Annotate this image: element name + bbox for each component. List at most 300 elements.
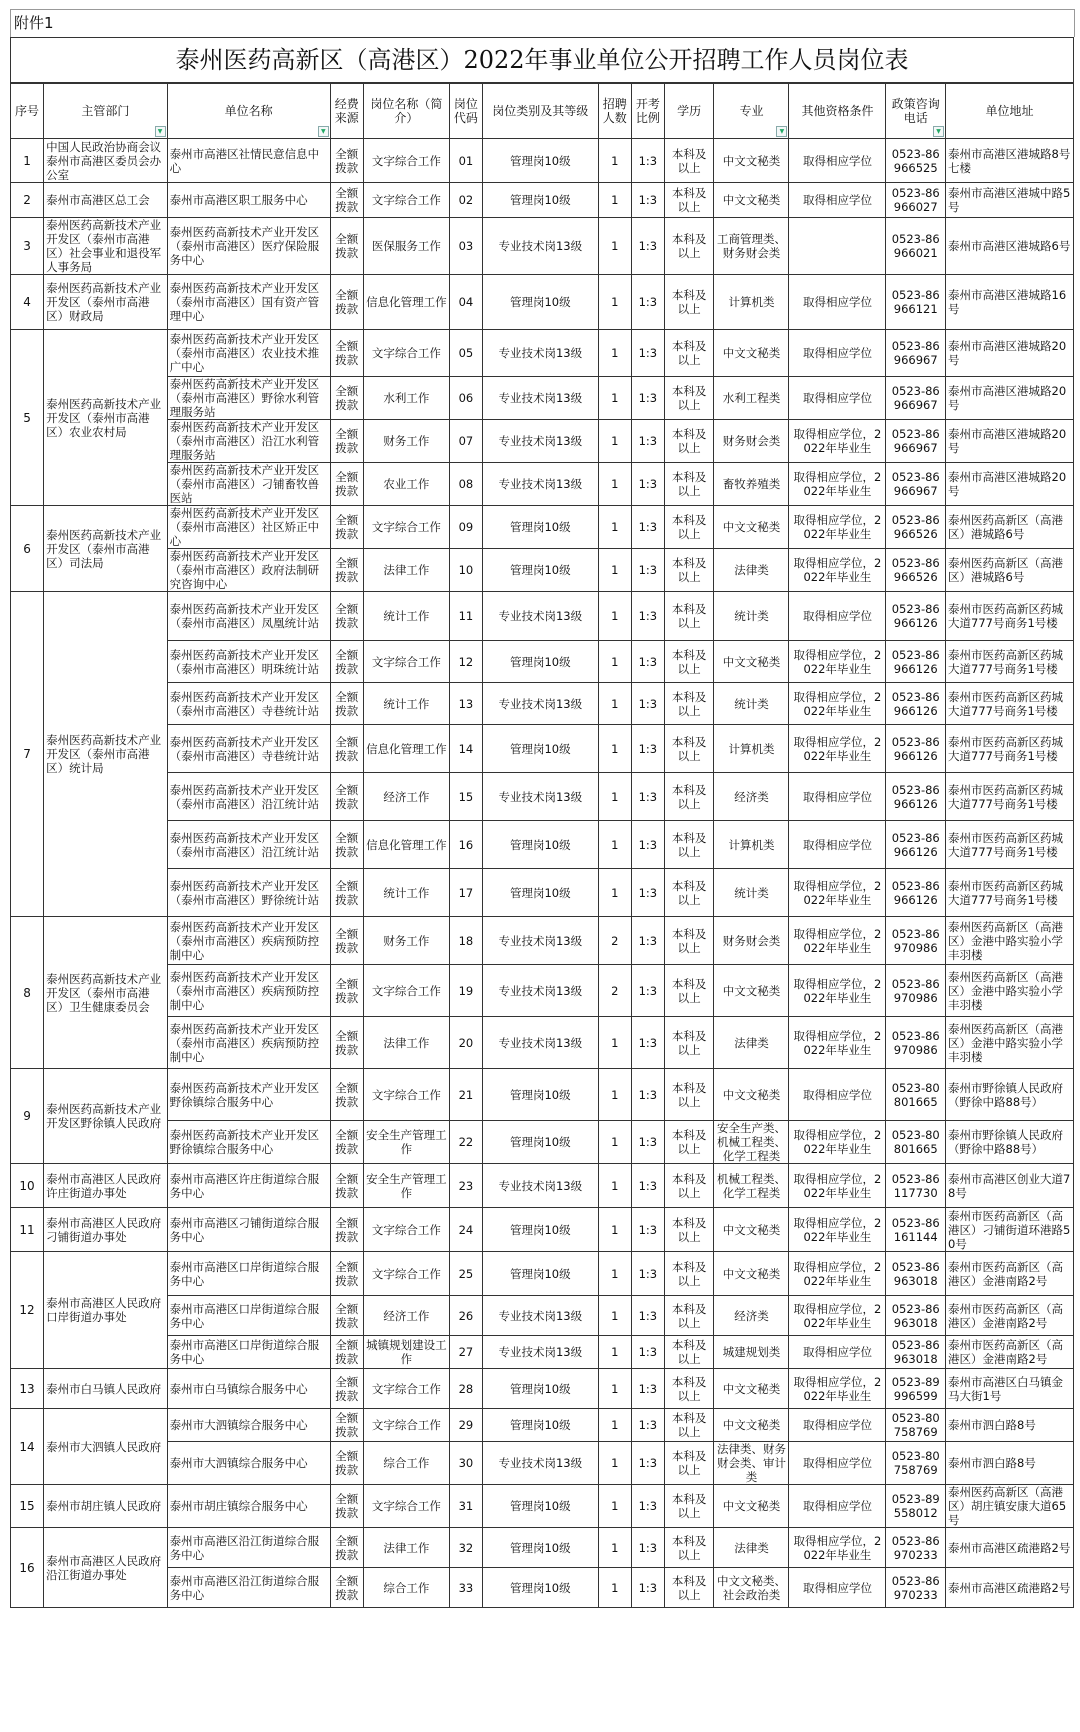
position-name: 文字综合工作 (363, 1208, 449, 1252)
major: 财务财会类 (714, 917, 789, 965)
filter-dropdown-icon[interactable]: ▼ (318, 126, 329, 137)
exam-ratio: 1:3 (631, 773, 664, 821)
header-label: 岗位名称（简介） (370, 97, 443, 125)
major: 计算机类 (714, 275, 789, 330)
hire-count: 1 (598, 1208, 631, 1252)
exam-ratio: 1:3 (631, 463, 664, 506)
education: 本科及以上 (664, 683, 714, 725)
table-row (11, 183, 1074, 218)
hire-count: 1 (598, 1252, 631, 1296)
major: 统计类 (714, 592, 789, 641)
unit-name: 泰州医药高新技术产业开发区（泰州市高港区）寺巷统计站 (167, 725, 330, 773)
hire-count: 2 (598, 917, 631, 965)
phone: 0523-86970986 (886, 1017, 946, 1069)
hire-count: 1 (598, 725, 631, 773)
phone: 0523-86970233 (886, 1568, 946, 1608)
table-row (11, 821, 1074, 869)
unit-name: 泰州医药高新技术产业开发区（泰州市高港区）明珠统计站 (167, 641, 330, 683)
other-requirements: 取得相应学位，2022年毕业生 (789, 1252, 886, 1296)
position-name: 文字综合工作 (363, 330, 449, 377)
header-cell (789, 84, 886, 139)
hire-count: 1 (598, 1528, 631, 1568)
phone: 0523-86966126 (886, 592, 946, 641)
hire-count: 1 (598, 549, 631, 592)
exam-ratio: 1:3 (631, 275, 664, 330)
other-requirements (789, 218, 886, 275)
funding: 全额拨款 (330, 725, 363, 773)
hire-count: 1 (598, 1121, 631, 1164)
position-name: 安全生产管理工作 (363, 1164, 449, 1208)
funding: 全额拨款 (330, 773, 363, 821)
hire-count: 1 (598, 1296, 631, 1336)
funding: 全额拨款 (330, 1164, 363, 1208)
education: 本科及以上 (664, 1252, 714, 1296)
position-name: 农业工作 (363, 463, 449, 506)
other-requirements: 取得相应学位 (789, 1336, 886, 1369)
unit-name: 泰州市高港区口岸街道综合服务中心 (167, 1296, 330, 1336)
major: 统计类 (714, 683, 789, 725)
position-name: 文字综合工作 (363, 1369, 449, 1409)
row-number: 15 (11, 1485, 44, 1528)
position-code: 21 (449, 1069, 482, 1121)
unit-name: 泰州医药高新技术产业开发区（泰州市高港区）野徐统计站 (167, 869, 330, 917)
address: 泰州市医药高新区（高港区）金港南路2号 (946, 1296, 1074, 1336)
education: 本科及以上 (664, 1568, 714, 1608)
phone: 0523-86966967 (886, 420, 946, 463)
unit-name: 泰州市高港区沿江街道综合服务中心 (167, 1528, 330, 1568)
table-row (11, 377, 1074, 420)
attachment-label: 附件1 (10, 9, 1075, 37)
major: 法律类 (714, 549, 789, 592)
address: 泰州市医药高新区（高港区）刁铺街道环港路50号 (946, 1208, 1074, 1252)
hire-count: 1 (598, 183, 631, 218)
department: 泰州市胡庄镇人民政府 (44, 1485, 168, 1528)
header-label: 其他资格条件 (801, 104, 874, 118)
position-level: 管理岗10级 (482, 1409, 598, 1442)
table-row (11, 965, 1074, 1017)
table-row (11, 725, 1074, 773)
other-requirements: 取得相应学位，2022年毕业生 (789, 506, 886, 549)
position-name: 财务工作 (363, 917, 449, 965)
position-name: 综合工作 (363, 1442, 449, 1485)
education: 本科及以上 (664, 1528, 714, 1568)
major: 法律类、财务财会类、审计类 (714, 1442, 789, 1485)
position-code: 33 (449, 1568, 482, 1608)
other-requirements: 取得相应学位，2022年毕业生 (789, 1017, 886, 1069)
funding: 全额拨款 (330, 1409, 363, 1442)
position-code: 05 (449, 330, 482, 377)
row-number: 2 (11, 183, 44, 218)
unit-name: 泰州市高港区社情民意信息中心 (167, 139, 330, 183)
unit-name: 泰州市胡庄镇综合服务中心 (167, 1485, 330, 1528)
education: 本科及以上 (664, 139, 714, 183)
exam-ratio: 1:3 (631, 917, 664, 965)
header-cell (946, 84, 1074, 139)
position-code: 09 (449, 506, 482, 549)
table-row (11, 592, 1074, 641)
address: 泰州医药高新区（高港区）胡庄镇安康大道65号 (946, 1485, 1074, 1528)
position-code: 08 (449, 463, 482, 506)
address: 泰州市医药高新区（高港区）金港南路2号 (946, 1252, 1074, 1296)
funding: 全额拨款 (330, 1296, 363, 1336)
other-requirements: 取得相应学位，2022年毕业生 (789, 1121, 886, 1164)
unit-name: 泰州医药高新技术产业开发区（泰州市高港区）凤凰统计站 (167, 592, 330, 641)
position-code: 01 (449, 139, 482, 183)
position-name: 文字综合工作 (363, 1409, 449, 1442)
header-cell (631, 84, 664, 139)
exam-ratio: 1:3 (631, 683, 664, 725)
major: 中文文秘类 (714, 1252, 789, 1296)
position-level: 管理岗10级 (482, 1121, 598, 1164)
funding: 全额拨款 (330, 1208, 363, 1252)
funding: 全额拨款 (330, 420, 363, 463)
funding: 全额拨款 (330, 139, 363, 183)
row-number: 7 (11, 592, 44, 917)
other-requirements: 取得相应学位，2022年毕业生 (789, 869, 886, 917)
position-level: 管理岗10级 (482, 1069, 598, 1121)
position-level: 管理岗10级 (482, 869, 598, 917)
hire-count: 1 (598, 1017, 631, 1069)
row-number: 3 (11, 218, 44, 275)
address: 泰州市野徐镇人民政府（野徐中路88号） (946, 1121, 1074, 1164)
education: 本科及以上 (664, 183, 714, 218)
department: 泰州医药高新技术产业开发区（泰州市高港区）财政局 (44, 275, 168, 330)
position-code: 28 (449, 1369, 482, 1409)
exam-ratio: 1:3 (631, 1069, 664, 1121)
position-code: 02 (449, 183, 482, 218)
funding: 全额拨款 (330, 1069, 363, 1121)
funding: 全额拨款 (330, 1252, 363, 1296)
row-number: 6 (11, 506, 44, 592)
education: 本科及以上 (664, 1017, 714, 1069)
position-level: 管理岗10级 (482, 1568, 598, 1608)
other-requirements: 取得相应学位 (789, 773, 886, 821)
exam-ratio: 1:3 (631, 1252, 664, 1296)
position-code: 17 (449, 869, 482, 917)
header-cell (330, 84, 363, 139)
funding: 全额拨款 (330, 1485, 363, 1528)
exam-ratio: 1:3 (631, 377, 664, 420)
other-requirements: 取得相应学位 (789, 1568, 886, 1608)
header-label: 专业 (739, 104, 764, 118)
phone: 0523-86966121 (886, 275, 946, 330)
major: 法律类 (714, 1528, 789, 1568)
header-cell (482, 84, 598, 139)
address: 泰州市野徐镇人民政府（野徐中路88号） (946, 1069, 1074, 1121)
phone: 0523-86966967 (886, 377, 946, 420)
position-name: 文字综合工作 (363, 641, 449, 683)
address: 泰州市医药高新区药城大道777号商务1号楼 (946, 725, 1074, 773)
hire-count: 1 (598, 1336, 631, 1369)
department: 泰州市高港区人民政府沿江街道办事处 (44, 1528, 168, 1608)
row-number: 8 (11, 917, 44, 1069)
major: 畜牧养殖类 (714, 463, 789, 506)
major: 中文文秘类 (714, 330, 789, 377)
major: 财务财会类 (714, 420, 789, 463)
hire-count: 1 (598, 275, 631, 330)
position-name: 文字综合工作 (363, 1069, 449, 1121)
major: 法律类 (714, 1017, 789, 1069)
unit-name: 泰州医药高新技术产业开发区（泰州市高港区）疾病预防控制中心 (167, 917, 330, 965)
exam-ratio: 1:3 (631, 1336, 664, 1369)
position-level: 专业技术岗13级 (482, 330, 598, 377)
header-cell (167, 84, 330, 139)
address: 泰州市高港区港城路20号 (946, 330, 1074, 377)
row-number: 5 (11, 330, 44, 506)
position-code: 13 (449, 683, 482, 725)
funding: 全额拨款 (330, 218, 363, 275)
hire-count: 1 (598, 641, 631, 683)
unit-name: 泰州医药高新技术产业开发区（泰州市高港区）沿江统计站 (167, 773, 330, 821)
unit-name: 泰州市高港区许庄街道综合服务中心 (167, 1164, 330, 1208)
header-cell (11, 84, 44, 139)
other-requirements: 取得相应学位 (789, 1442, 886, 1485)
address: 泰州市高港区创业大道78号 (946, 1164, 1074, 1208)
header-row (11, 84, 1074, 139)
hire-count: 2 (598, 965, 631, 1017)
department: 泰州医药高新技术产业开发区野徐镇人民政府 (44, 1069, 168, 1164)
education: 本科及以上 (664, 420, 714, 463)
header-cell (363, 84, 449, 139)
unit-name: 泰州医药高新技术产业开发区（泰州市高港区）野徐水利管理服务站 (167, 377, 330, 420)
funding: 全额拨款 (330, 917, 363, 965)
table-row (11, 463, 1074, 506)
department: 泰州医药高新技术产业开发区（泰州市高港区）社会事业和退役军人事务局 (44, 218, 168, 275)
education: 本科及以上 (664, 641, 714, 683)
position-level: 专业技术岗13级 (482, 773, 598, 821)
position-name: 安全生产管理工作 (363, 1121, 449, 1164)
exam-ratio: 1:3 (631, 1121, 664, 1164)
education: 本科及以上 (664, 218, 714, 275)
address: 泰州医药高新区（高港区）金港中路实验小学丰羽楼 (946, 965, 1074, 1017)
exam-ratio: 1:3 (631, 1208, 664, 1252)
phone: 0523-86966526 (886, 549, 946, 592)
funding: 全额拨款 (330, 1528, 363, 1568)
position-level: 专业技术岗13级 (482, 1442, 598, 1485)
department: 泰州医药高新技术产业开发区（泰州市高港区）统计局 (44, 592, 168, 917)
other-requirements: 取得相应学位 (789, 592, 886, 641)
filter-dropdown-icon[interactable]: ▼ (776, 126, 787, 137)
funding: 全额拨款 (330, 869, 363, 917)
major: 经济类 (714, 773, 789, 821)
table-row (11, 1369, 1074, 1409)
education: 本科及以上 (664, 463, 714, 506)
exam-ratio: 1:3 (631, 1164, 664, 1208)
position-code: 16 (449, 821, 482, 869)
position-level: 管理岗10级 (482, 1252, 598, 1296)
exam-ratio: 1:3 (631, 139, 664, 183)
row-number: 9 (11, 1069, 44, 1164)
hire-count: 1 (598, 506, 631, 549)
header-label: 经费来源 (334, 97, 359, 125)
header-cell (886, 84, 946, 139)
position-level: 专业技术岗13级 (482, 377, 598, 420)
position-level: 专业技术岗13级 (482, 218, 598, 275)
position-level: 专业技术岗13级 (482, 420, 598, 463)
header-cell (598, 84, 631, 139)
phone: 0523-80801665 (886, 1069, 946, 1121)
major: 工商管理类、财务财会类 (714, 218, 789, 275)
hire-count: 1 (598, 1369, 631, 1409)
education: 本科及以上 (664, 1409, 714, 1442)
education: 本科及以上 (664, 917, 714, 965)
education: 本科及以上 (664, 1336, 714, 1369)
hire-count: 1 (598, 1442, 631, 1485)
exam-ratio: 1:3 (631, 725, 664, 773)
exam-ratio: 1:3 (631, 1369, 664, 1409)
position-code: 03 (449, 218, 482, 275)
address: 泰州医药高新区（高港区）港城路6号 (946, 506, 1074, 549)
other-requirements: 取得相应学位，2022年毕业生 (789, 1369, 886, 1409)
funding: 全额拨款 (330, 1121, 363, 1164)
position-code: 07 (449, 420, 482, 463)
unit-name: 泰州市高港区刁铺街道综合服务中心 (167, 1208, 330, 1252)
department: 泰州医药高新技术产业开发区（泰州市高港区）司法局 (44, 506, 168, 592)
exam-ratio: 1:3 (631, 420, 664, 463)
position-code: 20 (449, 1017, 482, 1069)
funding: 全额拨款 (330, 183, 363, 218)
phone: 0523-80758769 (886, 1442, 946, 1485)
funding: 全额拨款 (330, 506, 363, 549)
position-name: 法律工作 (363, 549, 449, 592)
header-cell (714, 84, 789, 139)
position-level: 专业技术岗13级 (482, 965, 598, 1017)
filter-dropdown-icon[interactable]: ▼ (933, 126, 944, 137)
department: 泰州医药高新技术产业开发区（泰州市高港区）农业农村局 (44, 330, 168, 506)
header-label: 招聘人数 (602, 97, 627, 125)
position-name: 法律工作 (363, 1017, 449, 1069)
other-requirements: 取得相应学位 (789, 377, 886, 420)
table-row (11, 1121, 1074, 1164)
address: 泰州市医药高新区药城大道777号商务1号楼 (946, 592, 1074, 641)
address: 泰州市高港区白马镇金马大街1号 (946, 1369, 1074, 1409)
table-row (11, 1568, 1074, 1608)
position-code: 15 (449, 773, 482, 821)
row-number: 16 (11, 1528, 44, 1608)
unit-name: 泰州医药高新技术产业开发区（泰州市高港区）刁铺畜牧兽医站 (167, 463, 330, 506)
phone: 0523-86117730 (886, 1164, 946, 1208)
position-level: 管理岗10级 (482, 1528, 598, 1568)
position-code: 06 (449, 377, 482, 420)
table-row (11, 917, 1074, 965)
hire-count: 1 (598, 330, 631, 377)
education: 本科及以上 (664, 1208, 714, 1252)
row-number: 11 (11, 1208, 44, 1252)
header-label: 单位地址 (985, 104, 1034, 118)
header-label: 序号 (15, 104, 40, 118)
major: 中文文秘类 (714, 183, 789, 218)
education: 本科及以上 (664, 1121, 714, 1164)
position-level: 专业技术岗13级 (482, 592, 598, 641)
department: 泰州市高港区总工会 (44, 183, 168, 218)
exam-ratio: 1:3 (631, 1409, 664, 1442)
funding: 全额拨款 (330, 330, 363, 377)
unit-name: 泰州医药高新技术产业开发区（泰州市高港区）社区矫正中心 (167, 506, 330, 549)
phone: 0523-89996599 (886, 1369, 946, 1409)
education: 本科及以上 (664, 275, 714, 330)
hire-count: 1 (598, 773, 631, 821)
address: 泰州市高港区港城路20号 (946, 463, 1074, 506)
exam-ratio: 1:3 (631, 1017, 664, 1069)
filter-dropdown-icon[interactable]: ▼ (155, 126, 166, 137)
other-requirements: 取得相应学位 (789, 821, 886, 869)
row-number: 12 (11, 1252, 44, 1369)
position-code: 29 (449, 1409, 482, 1442)
department: 泰州市高港区人民政府口岸街道办事处 (44, 1252, 168, 1369)
major: 中文文秘类 (714, 965, 789, 1017)
unit-name: 泰州医药高新技术产业开发区（泰州市高港区）农业技术推广中心 (167, 330, 330, 377)
hire-count: 1 (598, 218, 631, 275)
position-name: 文字综合工作 (363, 1252, 449, 1296)
funding: 全额拨款 (330, 1336, 363, 1369)
major: 经济类 (714, 1296, 789, 1336)
position-level: 管理岗10级 (482, 641, 598, 683)
other-requirements: 取得相应学位 (789, 183, 886, 218)
hire-count: 1 (598, 683, 631, 725)
position-name: 法律工作 (363, 1528, 449, 1568)
hire-count: 1 (598, 1069, 631, 1121)
unit-name: 泰州医药高新技术产业开发区（泰州市高港区）沿江统计站 (167, 821, 330, 869)
table-row (11, 1336, 1074, 1369)
address: 泰州市医药高新区（高港区）金港南路2号 (946, 1336, 1074, 1369)
spreadsheet (10, 9, 1074, 1608)
other-requirements: 取得相应学位，2022年毕业生 (789, 1164, 886, 1208)
position-level: 专业技术岗13级 (482, 1296, 598, 1336)
other-requirements: 取得相应学位，2022年毕业生 (789, 965, 886, 1017)
exam-ratio: 1:3 (631, 821, 664, 869)
table-row (11, 1252, 1074, 1296)
unit-name: 泰州医药高新技术产业开发区（泰州市高港区）疾病预防控制中心 (167, 1017, 330, 1069)
unit-name: 泰州医药高新技术产业开发区（泰州市高港区）医疗保险服务中心 (167, 218, 330, 275)
header-cell (664, 84, 714, 139)
row-number: 14 (11, 1409, 44, 1485)
header-label: 岗位类别及其等级 (492, 104, 589, 118)
position-name: 综合工作 (363, 1568, 449, 1608)
position-name: 水利工作 (363, 377, 449, 420)
header-label: 开考比例 (635, 97, 660, 125)
education: 本科及以上 (664, 869, 714, 917)
header-cell (44, 84, 168, 139)
position-name: 文字综合工作 (363, 1485, 449, 1528)
phone: 0523-86963018 (886, 1296, 946, 1336)
hire-count: 1 (598, 1409, 631, 1442)
unit-name: 泰州医药高新技术产业开发区野徐镇综合服务中心 (167, 1069, 330, 1121)
phone: 0523-86966126 (886, 869, 946, 917)
address: 泰州市高港区疏港路2号 (946, 1528, 1074, 1568)
header-cell (449, 84, 482, 139)
table-row (11, 420, 1074, 463)
hire-count: 1 (598, 377, 631, 420)
position-level: 管理岗10级 (482, 821, 598, 869)
position-code: 26 (449, 1296, 482, 1336)
unit-name: 泰州医药高新技术产业开发区野徐镇综合服务中心 (167, 1121, 330, 1164)
education: 本科及以上 (664, 965, 714, 1017)
department: 泰州市白马镇人民政府 (44, 1369, 168, 1409)
unit-name: 泰州市白马镇综合服务中心 (167, 1369, 330, 1409)
exam-ratio: 1:3 (631, 592, 664, 641)
exam-ratio: 1:3 (631, 1296, 664, 1336)
unit-name: 泰州市高港区口岸街道综合服务中心 (167, 1252, 330, 1296)
exam-ratio: 1:3 (631, 869, 664, 917)
position-name: 信息化管理工作 (363, 821, 449, 869)
phone: 0523-86161144 (886, 1208, 946, 1252)
address: 泰州市高港区港城路20号 (946, 377, 1074, 420)
major: 城建规划类 (714, 1336, 789, 1369)
exam-ratio: 1:3 (631, 1528, 664, 1568)
position-code: 10 (449, 549, 482, 592)
major: 中文文秘类 (714, 1409, 789, 1442)
major: 中文文秘类、社会政治类 (714, 1568, 789, 1608)
